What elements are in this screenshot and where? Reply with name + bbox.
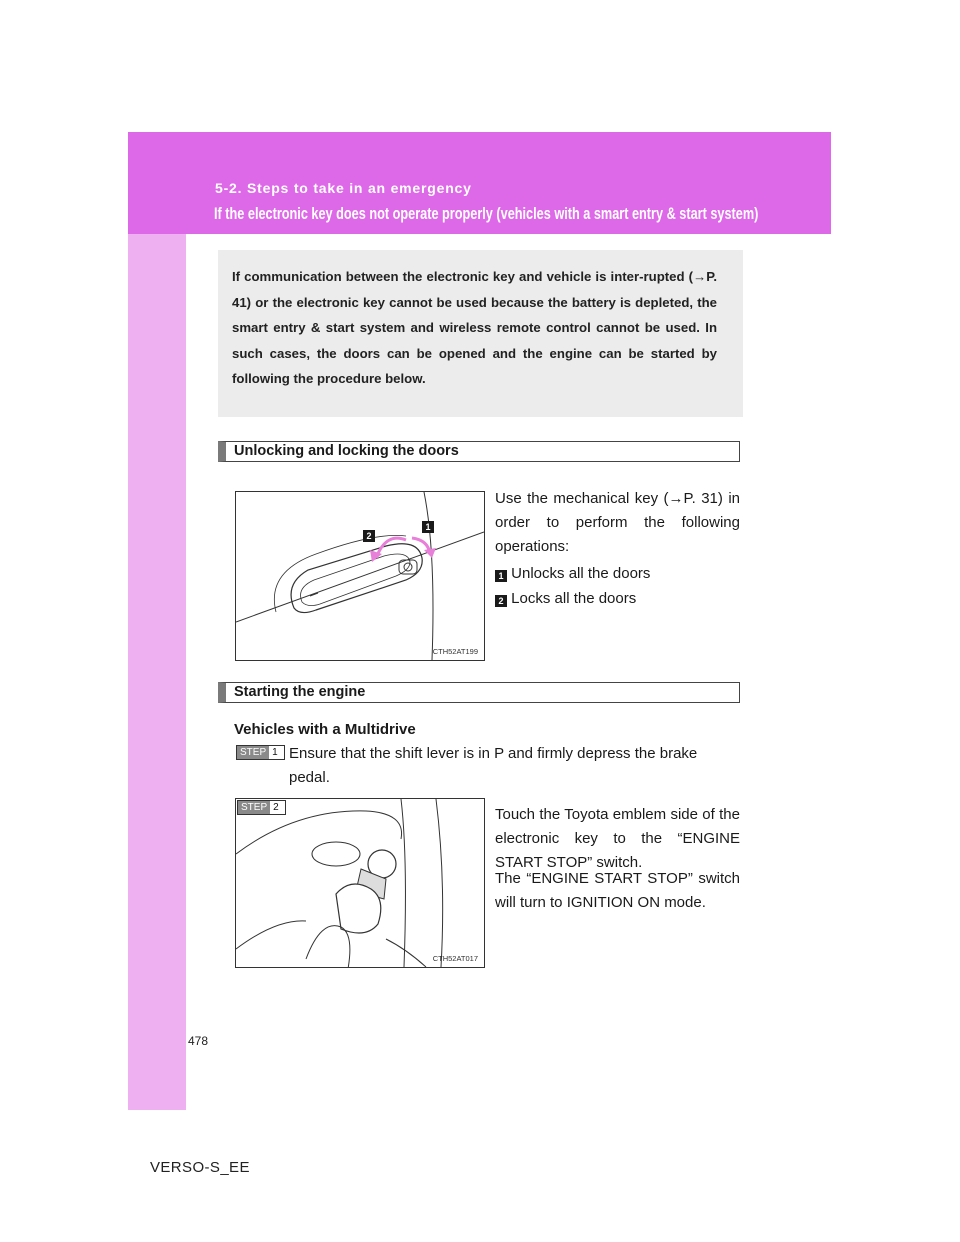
doors-description [495,487,740,559]
sidebar-tab [128,132,186,1110]
section-label: 5-2. Steps to take in an emergency [215,180,472,196]
step-2-badge [237,800,286,815]
step-2-text: Touch the Toyota emblem side of the electronic key to the “ENGINE START STOP” switch. [495,806,740,871]
rotation-arrows-icon [236,492,485,661]
heading-starting-engine-text: Starting the engine [234,684,366,700]
heading-unlocking-doors-text: Unlocking and locking the doors [234,443,459,459]
step-1-word: STEP [237,746,269,759]
doors-item-1 [495,562,650,586]
intro-box [218,250,743,417]
page-number: 478 [188,1034,209,1048]
figure-code-2: CTH52AT017 [432,954,478,963]
key-touch-illustration [236,799,485,968]
figure-code: CTH52AT199 [432,647,478,656]
item-1-badge: 1 [495,570,507,582]
item-2-label: Locks all the doors [511,590,637,607]
footer-model-code: VERSO-S_EE [150,1159,250,1176]
item-1-label: Unlocks all the doors [511,565,651,582]
multidrive-subheading: Vehicles with a Multidrive [234,721,416,738]
doors-item-2 [495,587,636,611]
step-1-text: Ensure that the shift lever is in P and firmly depress the brake pedal. [289,745,698,786]
intro-text: If communication between the electronic key and vehicle is inter-rupted (→P. 41) or the electronic key cannot be used because the battery is depleted, the smart entry & start system and wireless remote control cannot be used. In such cases, the doors can be opened and the engine can be started by following the procedure below. [232,269,717,386]
item-2-badge: 2 [495,595,507,607]
page-title: If the electronic key does not operate properly (vehicles with a smart entry & start system) [214,205,759,223]
step-1-badge [236,745,285,760]
callout-2: 2 [363,530,375,542]
step-1-number: 1 [272,747,278,758]
heading-unlocking-doors [218,441,740,462]
key-to-switch-figure [235,798,485,968]
door-handle-figure [235,491,485,661]
doors-description-text: Use the mechanical key (→P. 31) in order to perform the following operations: [495,490,740,555]
heading-starting-engine [218,682,740,703]
step-2-note: The “ENGINE START STOP” switch will turn to IGNITION ON mode. [495,870,740,911]
step-2-word: STEP [238,801,270,814]
step-2-number: 2 [273,802,279,813]
callout-1: 1 [422,521,434,533]
